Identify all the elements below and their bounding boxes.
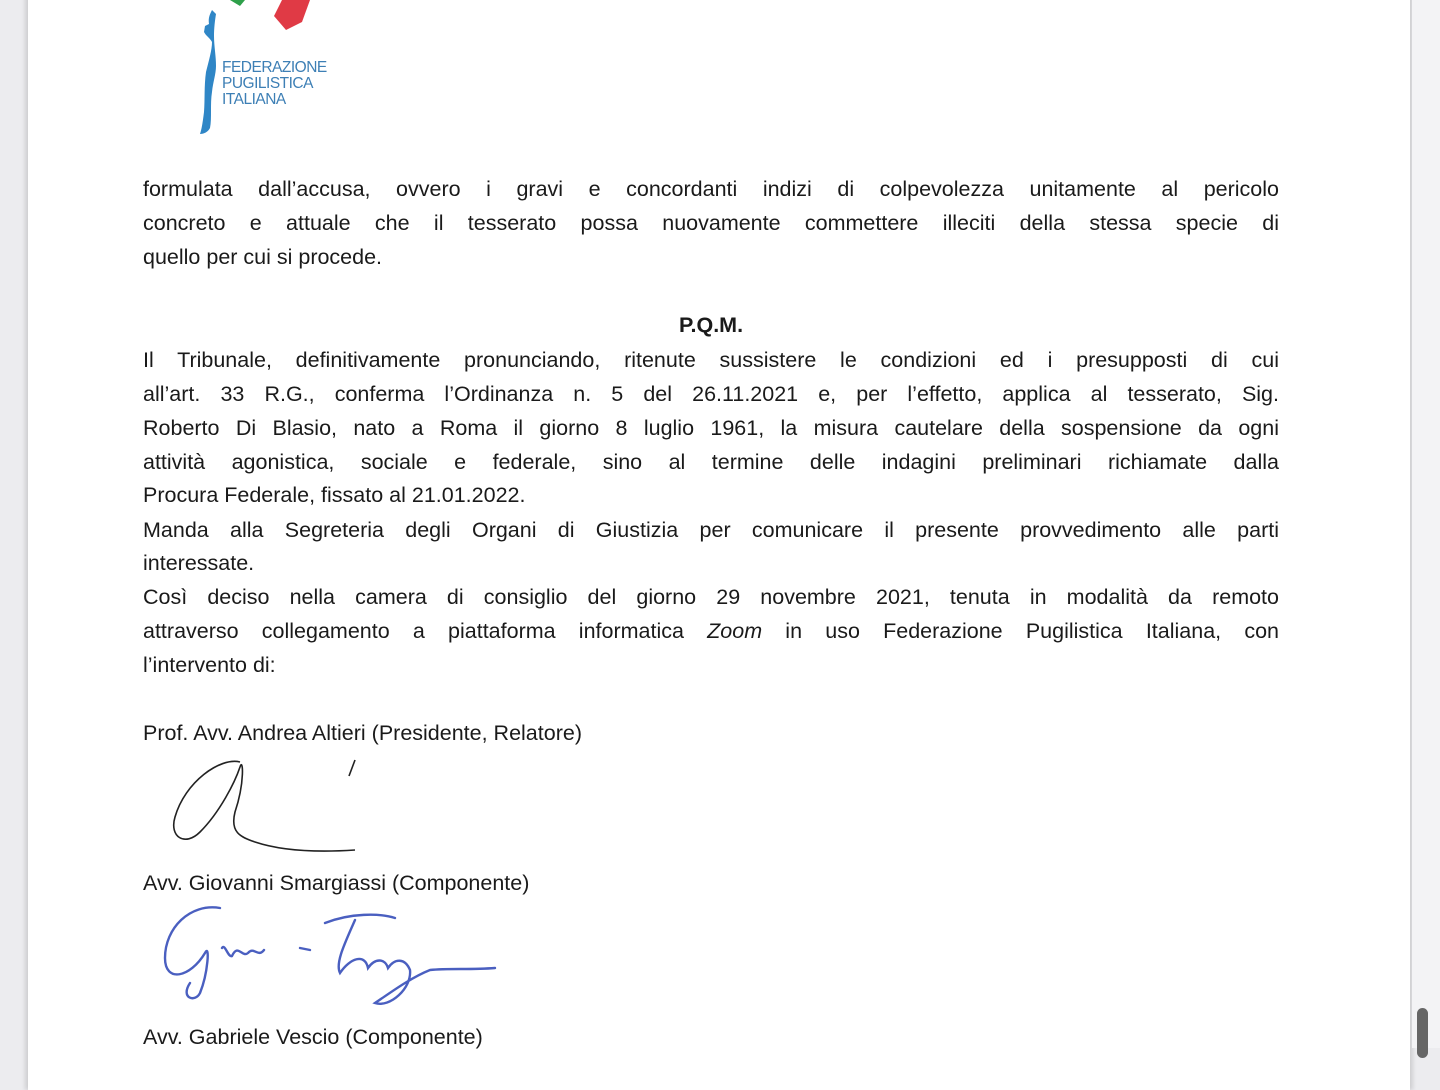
text-segment: attraverso collegamento a piattaforma informatica bbox=[143, 619, 708, 643]
text-line: Procura Federale, fissato al 21.01.2022. bbox=[143, 483, 526, 507]
vertical-scrollbar[interactable] bbox=[1412, 0, 1440, 1048]
signatory-name: Avv. Giovanni Smargiassi (Componente) bbox=[143, 871, 530, 895]
italic-text: Zoom bbox=[707, 619, 763, 643]
text-line: Roberto Di Blasio, nato a Roma il giorno 8 luglio 1961, la misura cautelare della sospensione da ogni bbox=[143, 416, 1279, 440]
text-line: all’art. 33 R.G., conferma l’Ordinanza n. 5 del 26.11.2021 e, per l’effetto, applica al tesserato, Sig. bbox=[143, 382, 1279, 406]
text-segment: in uso Federazione Pugilistica Italiana, con bbox=[762, 619, 1279, 643]
signature-altieri bbox=[165, 752, 365, 857]
section-heading: P.Q.M. bbox=[678, 313, 744, 337]
text-line: Così deciso nella camera di consiglio del giorno 29 novembre 2021, tenuta in modalità da remoto bbox=[143, 585, 1279, 609]
text-line: Il Tribunale, definitivamente pronunciando, ritenute sussistere le condizioni ed i presupposti di cui bbox=[143, 348, 1279, 372]
signature-smargiassi bbox=[150, 898, 520, 1013]
logo-text-line: ITALIANA bbox=[222, 91, 286, 108]
text-line: Manda alla Segreteria degli Organi di Giustizia per comunicare il presente provvedimento alle parti bbox=[143, 518, 1279, 542]
text-line: formulata dall’accusa, ovvero i gravi e concordanti indizi di colpevolezza unitamente al pericolo bbox=[143, 177, 1279, 201]
logo-text-line: FEDERAZIONE bbox=[222, 59, 327, 76]
logo-text-line: PUGILISTICA bbox=[222, 75, 313, 92]
scrollbar-thumb[interactable] bbox=[1417, 1008, 1428, 1058]
signatory-name: Prof. Avv. Andrea Altieri (Presidente, Relatore) bbox=[143, 721, 582, 745]
text-line: attività agonistica, sociale e federale, sino al termine delle indagini preliminari richiamate dalla bbox=[143, 450, 1279, 474]
text-line: l’intervento di: bbox=[143, 653, 276, 677]
text-line: quello per cui si procede. bbox=[143, 245, 383, 269]
text-line: interessate. bbox=[143, 551, 255, 575]
text-line: concreto e attuale che il tesserato possa nuovamente commettere illeciti della stessa specie di bbox=[143, 211, 1279, 235]
text-line bbox=[143, 616, 1279, 646]
signatory-name: Avv. Gabriele Vescio (Componente) bbox=[143, 1025, 483, 1049]
